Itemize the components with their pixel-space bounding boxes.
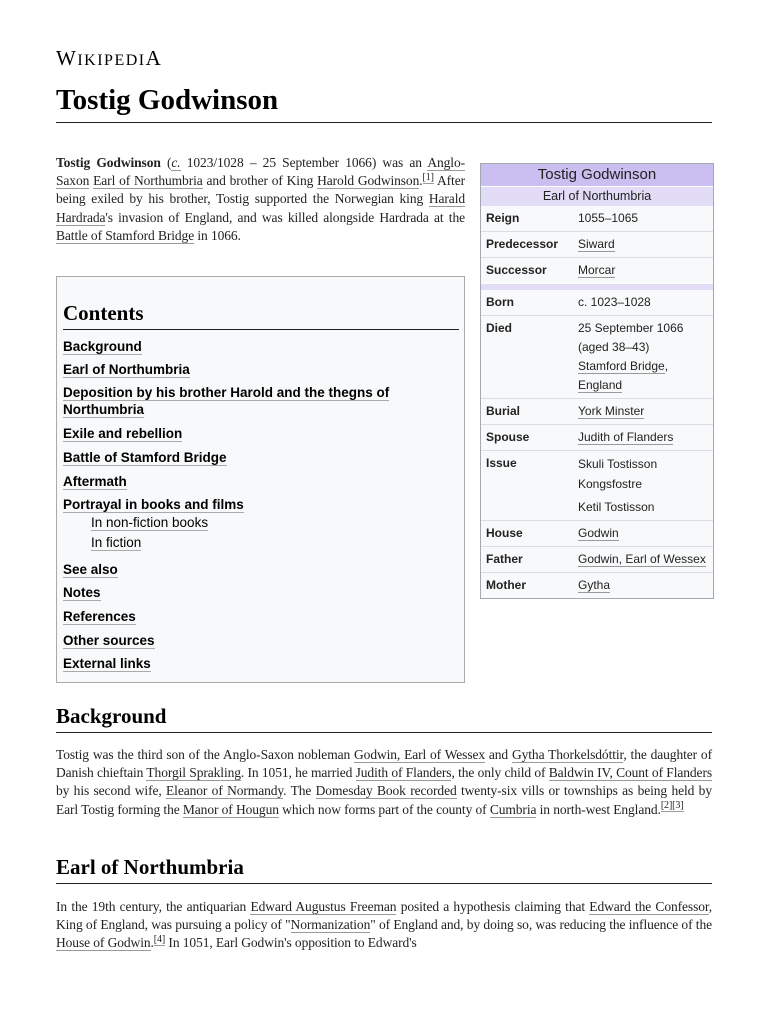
toc-item-fiction[interactable] [91,535,141,550]
toc-item-aftermath[interactable] [63,473,127,490]
body-text: which now forms part of the county of [278,801,490,817]
body-text: , King of England, was pursuing a policy of " [56,899,713,933]
domesday-link[interactable]: Domesday Book recorded [315,783,457,799]
infobox-key: Died [486,321,513,335]
edward-link[interactable]: Edward the Confessor [589,899,709,914]
body-text: , the daughter of Danish chieftain [56,747,712,781]
infobox-row-house [481,520,713,546]
infobox [480,163,714,599]
comma: , [664,359,669,373]
toc-item-portrayal[interactable] [63,496,244,513]
thorgil-link[interactable]: Thorgil Sprakling [146,765,241,781]
stamford-bridge-link[interactable]: Stamford Bridge [578,359,665,373]
toc-item-label[interactable]: Battle of Stamford Bridge [63,450,227,465]
toc-item-deposition[interactable] [63,384,389,418]
toc-item-label[interactable]: See also [63,562,118,577]
england-link[interactable]: England [578,378,623,392]
toc-item-other-sources[interactable] [63,632,155,649]
toc-item-label[interactable]: External links [63,656,151,671]
infobox-value: Skuli Tostisson [578,457,658,471]
toc-heading: Contents [63,301,459,330]
toc-item-label[interactable]: Deposition by his brother Harold and the thegns of [63,385,390,400]
toc-item-notes[interactable] [63,584,101,601]
toc-item-label[interactable]: References [63,609,136,624]
infobox-key: Predecessor [486,237,559,251]
infobox-title: Tostig Godwinson [481,164,713,186]
toc-item-label[interactable]: Background [63,339,142,354]
harald-hardrada-link[interactable]: Harald Hardrada [56,191,465,225]
body-text: , the only child of [451,765,549,781]
body-text: Tostig was the third son of the Anglo-Saxon nobleman [56,747,355,762]
toc-item-earl-of-northumbria[interactable] [63,361,190,378]
background-paragraph [56,746,712,819]
infobox-value: Ketil Tostisson [578,500,655,514]
infobox-key: Father [486,552,523,566]
anglo-saxon-link[interactable]: Anglo-Saxon [56,155,465,189]
infobox-row-burial [481,398,713,424]
ref-4-link[interactable]: [4] [153,933,166,945]
infobox-row-successor [481,257,713,283]
logo-smallcaps: IKIPEDI [77,52,146,69]
freeman-link[interactable]: Edward Augustus Freeman [250,899,397,914]
infobox-key: Successor [486,263,547,277]
gytha-link[interactable]: Gytha [578,578,611,592]
toc-item-label[interactable]: Northumbria [63,402,144,417]
toc-item-label[interactable]: Exile and rebellion [63,426,183,441]
cumbria-link[interactable]: Cumbria [489,801,537,817]
house-godwin-link[interactable]: Godwin [578,526,619,540]
infobox-value: c. 1023–1028 [578,295,651,309]
godwin-earl-of-wessex-link[interactable]: Godwin, Earl of Wessex [578,552,706,566]
section-heading-earl: Earl of Northumbria [56,855,712,884]
morcar-link[interactable]: Morcar [578,263,616,277]
page-title: Tostig Godwinson [56,84,712,123]
lead-paragraph [56,154,465,245]
siward-link[interactable]: Siward [578,237,615,251]
wikipedia-logo[interactable] [56,46,162,71]
infobox-row-issue [481,450,713,520]
infobox-subtitle: Earl of Northumbria [481,186,713,206]
body-text: . In 1051, he married [240,765,356,781]
infobox-row-born [481,290,713,315]
infobox-row-reign [481,206,713,231]
table-of-contents [56,276,465,683]
body-text: In 1051, Earl Godwin's opposition to Edward's [165,935,417,951]
toc-item-label[interactable]: Notes [63,585,101,600]
gytha-link[interactable]: Gytha Thorkelsdóttir [511,747,624,762]
infobox-key: Issue [486,456,517,470]
infobox-row-father [481,546,713,572]
infobox-value: 1055–1065 [578,211,639,225]
ref-2-3-link[interactable]: [2][3] [660,800,684,812]
hougun-link[interactable]: Manor of Hougun [182,801,279,817]
infobox-key: Spouse [486,430,530,444]
ref-1-link[interactable]: [1] [422,171,434,183]
infobox-row-mother [481,572,713,598]
circa-link[interactable]: c. [171,155,181,170]
lead-subject: Tostig Godwinson [56,155,161,170]
earl-of-northumbria-link[interactable]: Earl of Northumbria [93,173,203,189]
normanization-link[interactable]: Normanization [290,917,371,933]
toc-item-exile[interactable] [63,425,182,442]
lead-text: 's invasion of England, and was killed alongside Hardrada at the [105,209,465,225]
harold-godwinson-link[interactable]: Harold Godwinson [317,173,420,189]
toc-item-see-also[interactable] [63,561,118,578]
godwin-link[interactable]: Godwin, Earl of Wessex [354,747,486,762]
judith-link[interactable]: Judith of Flanders [355,765,452,781]
infobox-key: Born [486,295,514,309]
eleanor-link[interactable]: Eleanor of Normandy [166,783,284,799]
body-text: twenty-six vills or townships as being held by Earl Tostig forming the [56,783,712,817]
infobox-row-spouse [481,424,713,450]
lead-text: . [419,173,423,189]
body-text: . [150,935,154,951]
toc-item-label[interactable]: Earl of Northumbria [63,362,190,377]
infobox-key: Reign [486,211,520,225]
lead-text: 1023/1028 – 25 September 1066) was an [180,155,428,170]
toc-item-references[interactable] [63,608,136,625]
toc-item-label[interactable]: Other sources [63,633,155,648]
toc-item-background[interactable] [63,338,142,355]
lead-text: in 1066. [194,227,241,243]
york-minster-link[interactable]: York Minster [578,404,645,418]
body-text: by his second wife, [56,783,167,799]
baldwin-link[interactable]: Baldwin IV, Count of Flanders [548,765,712,781]
toc-item-label[interactable]: In non-fiction books [91,515,209,530]
infobox-separator [481,283,713,290]
toc-item-label[interactable]: Aftermath [63,474,127,489]
body-text: in north-west England. [536,801,661,817]
infobox-row-predecessor [481,231,713,257]
body-text: . The [283,783,316,799]
lead-text: ( [160,155,172,170]
infobox-row-died [481,315,713,398]
earl-paragraph [56,898,712,953]
infobox-key: House [486,526,523,540]
body-text: In the 19th century, the antiquarian [56,899,251,914]
toc-item-label[interactable]: In fiction [91,535,142,550]
judith-of-flanders-link[interactable]: Judith of Flanders [578,430,674,444]
logo-letter-end: A [145,46,163,70]
battle-of-stamford-bridge-link[interactable]: Battle of Stamford Bridge [56,227,195,243]
infobox-key: Burial [486,404,521,418]
body-text: posited a hypothesis claiming that [396,899,590,914]
infobox-value: Kongsfostre [578,477,643,491]
toc-item-external-links[interactable] [63,655,151,672]
toc-item-non-fiction[interactable] [91,515,208,530]
infobox-value: (aged 38–43) [578,340,650,354]
lead-text: and brother of King [202,173,318,189]
body-text: " of England and, by doing so, was reducing the influence of the [370,917,712,933]
toc-item-label[interactable]: Portrayal in books and films [63,497,244,512]
logo-letter: W [56,46,78,70]
toc-item-battle[interactable] [63,449,227,466]
section-heading-background: Background [56,704,712,733]
house-of-godwin-link[interactable]: House of Godwin [56,935,151,951]
infobox-value: 25 September 1066 [578,321,684,335]
infobox-key: Mother [486,578,526,592]
lead-text: After being exiled by his brother, Tostig supported the Norwegian king [56,173,465,207]
body-text: and [485,747,512,762]
